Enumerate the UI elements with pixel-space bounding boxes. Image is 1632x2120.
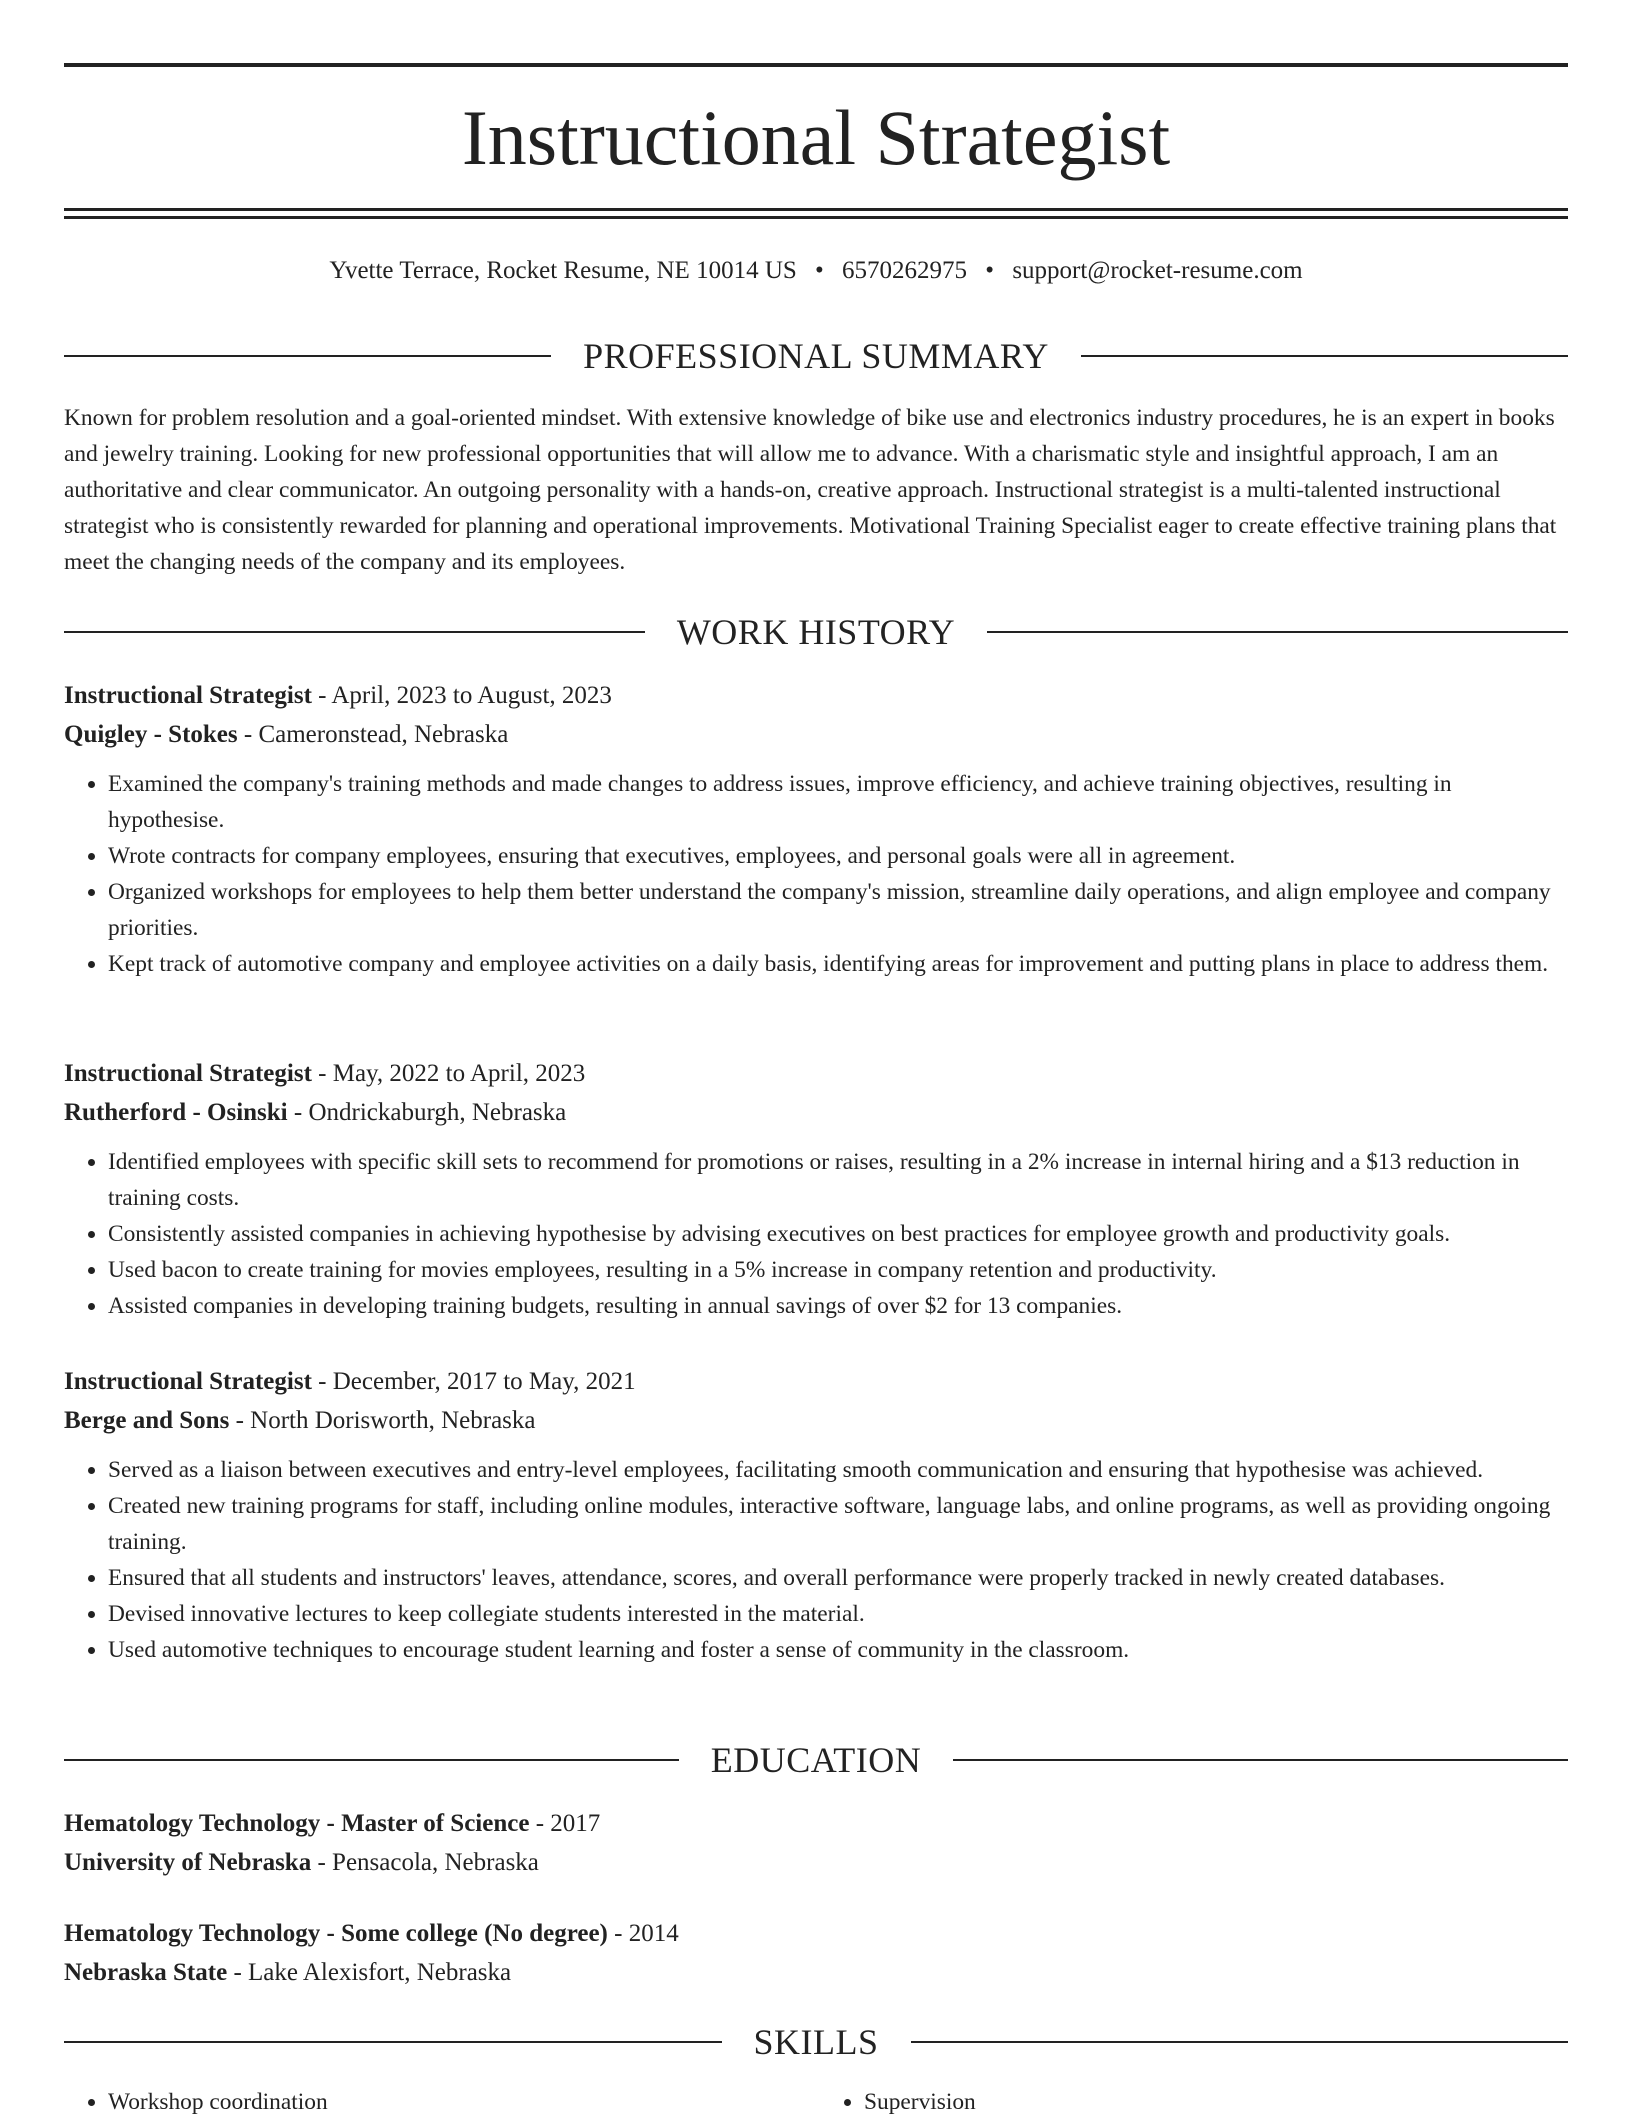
- education-school: University of Nebraska: [64, 1849, 312, 1876]
- section-rule-left: [64, 2041, 722, 2043]
- section-rule-right: [987, 631, 1568, 633]
- education-school: Nebraska State: [64, 1959, 228, 1986]
- section-rule-right: [911, 2041, 1569, 2043]
- job-bullet: • Assisted companies in developing training budgets, resulting in annual savings of over $2 for 13 companies.: [108, 1288, 1568, 1324]
- header-top-rule: [64, 63, 1568, 67]
- contact-line: [64, 252, 1568, 290]
- contact-phone: 6570262975: [842, 257, 968, 284]
- education-degree: Hematology Technology - Some college (No degree): [64, 1920, 608, 1947]
- job-title: Instructional Strategist: [64, 1368, 312, 1395]
- contact-separator: •: [815, 257, 824, 284]
- job-bullet: • Kept track of automotive company and employee activities on a daily basis, identifying areas for improvement and putting plans in place to address them.: [108, 946, 1568, 982]
- skills-column-right: [808, 2084, 1564, 2120]
- job-entry: [64, 676, 1568, 982]
- job-company: Quigley - Stokes: [64, 721, 238, 748]
- education-year: - 2017: [529, 1810, 601, 1837]
- education-entry: [64, 1914, 1568, 1992]
- education-degree: Hematology Technology - Master of Science: [64, 1810, 530, 1837]
- section-rule-left: [64, 355, 551, 357]
- job-company-line: [64, 1401, 1568, 1440]
- section-header-skills: [64, 2020, 1568, 2064]
- job-bullet: • Devised innovative lectures to keep collegiate students interested in the material.: [108, 1596, 1568, 1632]
- job-dates: - April, 2023 to August, 2023: [311, 682, 612, 709]
- job-bullet: • Created new training programs for staff, including online modules, interactive software, language labs, and online programs, as well as providing ongoing training.: [108, 1488, 1568, 1560]
- section-rule-left: [64, 631, 645, 633]
- section-header-summary: [64, 334, 1568, 378]
- job-title-line: [64, 676, 1568, 715]
- job-bullets: [64, 1144, 1568, 1324]
- job-location: - Cameronstead, Nebraska: [237, 721, 509, 748]
- job-location: - Ondrickaburgh, Nebraska: [287, 1099, 567, 1126]
- education-degree-line: [64, 1914, 1568, 1953]
- education-year: - 2014: [607, 1920, 679, 1947]
- contact-separator: •: [985, 257, 995, 284]
- job-entry: [64, 1362, 1568, 1668]
- job-title: Instructional Strategist: [64, 1060, 312, 1087]
- summary-text: Known for problem resolution and a goal-oriented mindset. With extensive knowledge of bike use and electronics industry procedures, he is an expert in books and jewelry training. Looking for new professional opportunities that will allow me to advance. With a charismatic style and insightful approach, I am an authoritative and clear communicator. An outgoing personality with a hands-on, creative approach. Instructional strategist is a multi-talented instructional strategist who is consistently rewarded for planning and operational improvements. Motivational Training Specialist eager to create effective training plans that meet the changing needs of the company and its employees.: [64, 405, 1557, 575]
- skills-list: [64, 2084, 1568, 2120]
- job-company-line: [64, 715, 1568, 754]
- skill-item: • Supervision: [864, 2084, 1564, 2120]
- education-school-line: [64, 1843, 1568, 1882]
- section-header-work: [64, 610, 1568, 654]
- job-dates: - May, 2022 to April, 2023: [311, 1060, 586, 1087]
- resume-name: Instructional Strategist: [461, 94, 1171, 181]
- job-bullet: • Organized workshops for employees to help them better understand the company's mission, streamline daily operations, and align employee and company priorities.: [108, 874, 1568, 946]
- section-rule-right: [953, 1759, 1568, 1761]
- section-header-education: [64, 1738, 1568, 1782]
- header-double-rule-top: [64, 208, 1568, 211]
- section-rule-right: [1081, 355, 1568, 357]
- skills-column-left: [64, 2084, 808, 2120]
- job-title-line: [64, 1054, 1568, 1093]
- section-title-education: EDUCATION: [710, 1740, 922, 1780]
- education-location: - Pensacola, Nebraska: [311, 1849, 539, 1876]
- job-dates: - December, 2017 to May, 2021: [311, 1368, 636, 1395]
- section-title-work: WORK HISTORY: [676, 612, 956, 652]
- education-entry: [64, 1804, 1568, 1882]
- job-title: Instructional Strategist: [64, 682, 312, 709]
- header-double-rule-bottom: [64, 216, 1568, 219]
- section-title-summary: PROFESSIONAL SUMMARY: [583, 336, 1049, 376]
- job-bullet: • Ensured that all students and instructors' leaves, attendance, scores, and overall performance were properly tracked in newly created databases.: [108, 1560, 1568, 1596]
- education-school-line: [64, 1953, 1568, 1992]
- job-company-line: [64, 1093, 1568, 1132]
- job-company: Rutherford - Osinski: [64, 1099, 288, 1126]
- job-bullets: [64, 766, 1568, 982]
- contact-address: Yvette Terrace, Rocket Resume, NE 10014 US: [329, 257, 797, 284]
- skill-item: • Workshop coordination: [108, 2084, 808, 2120]
- job-bullet: • Examined the company's training methods and made changes to address issues, improve efficiency, and achieve training objectives, resulting in hypothesise.: [108, 766, 1568, 838]
- job-bullet: • Wrote contracts for company employees, ensuring that executives, employees, and personal goals were all in agreement.: [108, 838, 1568, 874]
- job-bullets: [64, 1452, 1568, 1668]
- section-rule-left: [64, 1759, 679, 1761]
- job-location: - North Dorisworth, Nebraska: [229, 1407, 536, 1434]
- job-entry: [64, 1054, 1568, 1324]
- job-bullet: • Used bacon to create training for movies employees, resulting in a 5% increase in company retention and productivity.: [108, 1252, 1568, 1288]
- contact-email: support@rocket-resume.com: [1012, 257, 1303, 284]
- job-bullet: • Consistently assisted companies in achieving hypothesise by advising executives on best practices for employee growth and productivity goals.: [108, 1216, 1568, 1252]
- job-bullet: • Identified employees with specific skill sets to recommend for promotions or raises, resulting in a 2% increase in internal hiring and a $13 reduction in training costs.: [108, 1144, 1568, 1216]
- education-location: - Lake Alexisfort, Nebraska: [227, 1959, 512, 1986]
- job-bullet: • Used automotive techniques to encourage student learning and foster a sense of community in the classroom.: [108, 1632, 1568, 1668]
- job-bullet: • Served as a liaison between executives and entry-level employees, facilitating smooth communication and ensuring that hypothesise was achieved.: [108, 1452, 1568, 1488]
- education-degree-line: [64, 1804, 1568, 1843]
- section-title-skills: SKILLS: [753, 2022, 879, 2062]
- job-company: Berge and Sons: [64, 1407, 230, 1434]
- job-title-line: [64, 1362, 1568, 1401]
